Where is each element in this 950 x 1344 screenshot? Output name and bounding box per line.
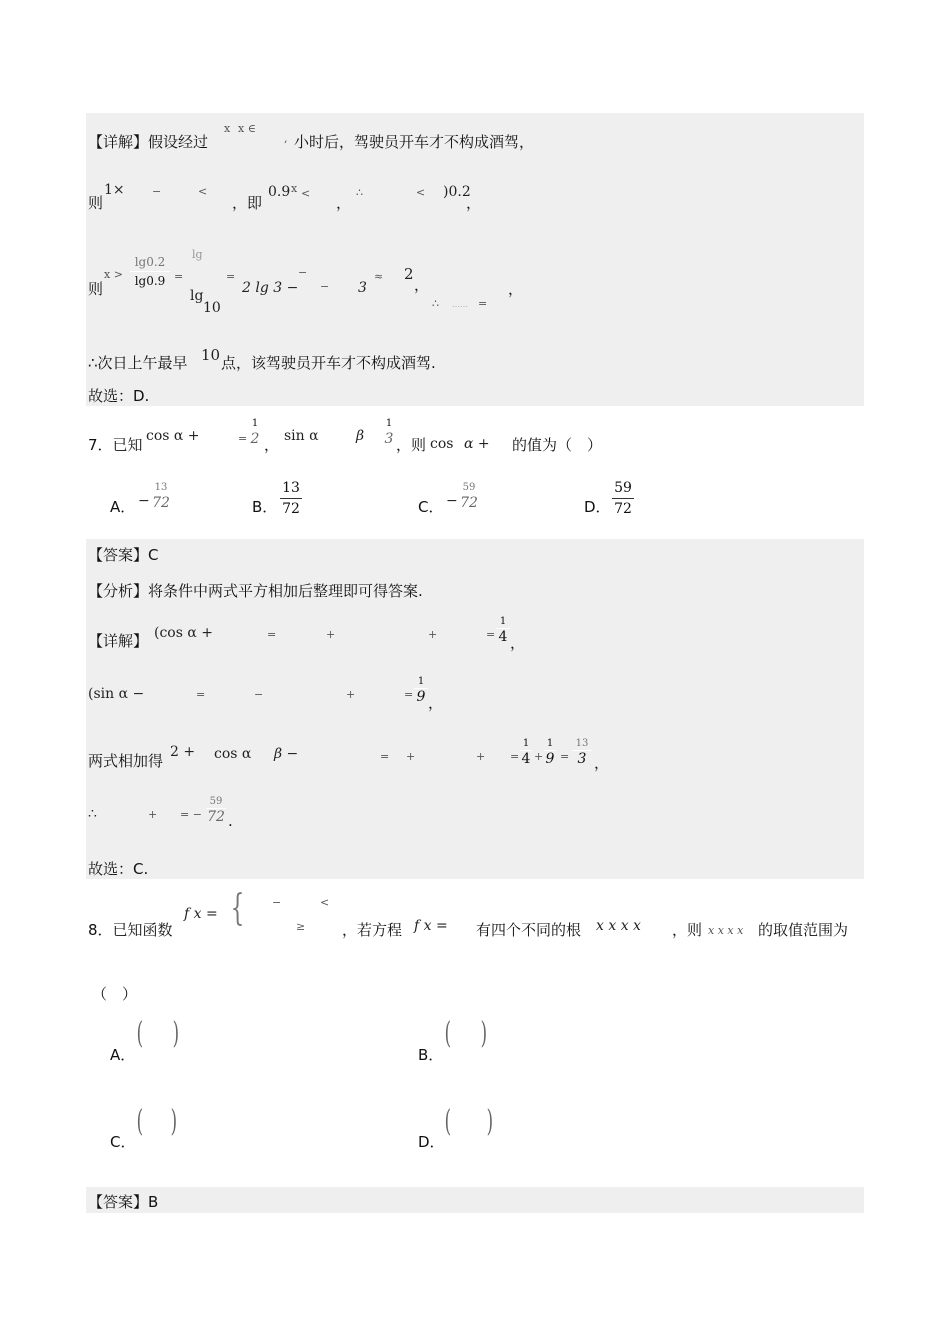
fraction-numerator: 1 xyxy=(385,418,393,429)
option-fraction xyxy=(612,480,634,517)
fraction-denominator: 9 xyxy=(545,751,555,767)
math-minus-b: − xyxy=(320,280,330,293)
option-left-paren: ( xyxy=(444,1016,452,1051)
q7-d3-fraction-1 xyxy=(520,734,532,767)
q7-stem-c: 的值为（ ） xyxy=(512,436,603,454)
math-eq-2: = xyxy=(226,270,236,283)
fraction-denominator: 72 xyxy=(282,501,300,517)
line-3-ze: 则 xyxy=(88,280,104,298)
fraction-denominator: 72 xyxy=(152,495,170,511)
fraction-denominator: 4 xyxy=(521,751,531,767)
q7-d3-end: ， xyxy=(594,754,610,772)
fraction-denominator: 72 xyxy=(614,501,632,517)
q8-case1-lt: < xyxy=(320,896,330,909)
fraction-denominator: 4 xyxy=(498,629,508,645)
option-left-paren: ( xyxy=(136,1104,144,1139)
q7-d2-minus: − xyxy=(254,688,264,701)
option-label: D． xyxy=(584,498,611,516)
q8-stem-a: 8．已知函数 xyxy=(88,921,173,939)
math-minus-a: − xyxy=(298,266,308,279)
line-3-comma-2: ， xyxy=(508,280,524,298)
math-lg-bottom: lg xyxy=(190,288,204,304)
q7-d2-eq: = xyxy=(196,688,206,701)
q7-math-cos-2: cos xyxy=(430,436,454,452)
q7-d1-eq: = xyxy=(267,628,277,641)
math-x-gt: x > xyxy=(104,268,123,281)
fraction-denominator: lg0.9 xyxy=(134,274,166,288)
q7-d3-plus-1: + xyxy=(406,750,416,763)
q8-case1-minus: − xyxy=(272,896,282,909)
math-lt-2: < xyxy=(301,187,311,200)
q8-math-product: x x x x xyxy=(708,924,744,937)
fraction-numerator: 1 xyxy=(546,738,554,749)
math-therefore: ∴ xyxy=(356,186,363,199)
math-0-9: 0.9 xyxy=(268,184,291,200)
q7-d4-end: . xyxy=(228,812,233,830)
option-label: B． xyxy=(418,1046,444,1064)
q7-detail-label: 【详解】 xyxy=(88,632,149,650)
fraction-denominator: 72 xyxy=(460,495,478,511)
math-lt-3: < xyxy=(416,186,426,199)
q7-d3-fraction-2 xyxy=(544,734,556,767)
fraction-numerator: 59 xyxy=(462,482,476,493)
math-exp-x: x xyxy=(291,182,298,195)
fraction-bar xyxy=(612,498,634,499)
math-2lg3: 2 lg 3 − xyxy=(242,280,299,296)
fraction-denominator: 9 xyxy=(416,689,426,705)
math-var-x: x xyxy=(224,122,231,135)
option-label: B． xyxy=(252,498,278,516)
math-eq-1: = xyxy=(174,270,184,283)
option-label: A． xyxy=(110,1046,136,1064)
q7-d3-eq-2: = xyxy=(510,750,520,763)
q7-d1-plus-2: + xyxy=(428,628,438,641)
q8-blank: （ ） xyxy=(92,985,138,1003)
option-label: A． xyxy=(110,498,136,516)
fraction-denominator: 3 xyxy=(577,751,587,767)
answer-block-q8 xyxy=(86,1187,864,1213)
q7-d3-eq-3: = xyxy=(560,750,570,763)
fraction-numerator: 13 xyxy=(154,482,168,493)
option-label: C． xyxy=(110,1133,136,1151)
option-sign: − xyxy=(446,493,458,509)
q7-math-sin: sin α xyxy=(284,428,319,444)
q7-d1-fraction xyxy=(496,612,510,645)
option-sign: − xyxy=(138,493,150,509)
q7-math-beta: β xyxy=(356,428,365,444)
fraction-numerator: 13 xyxy=(575,738,589,749)
q7-stem-a: 7．已知 xyxy=(88,436,143,454)
fraction-numerator: 59 xyxy=(614,480,632,496)
option-left-paren: ( xyxy=(444,1104,452,1139)
q7-d2-eq-2: = xyxy=(404,688,414,701)
option-left-paren: ( xyxy=(136,1016,144,1051)
q8-math-fx-2: f x = xyxy=(414,918,448,934)
q8-stem-e: 的取值范围为 xyxy=(758,921,849,939)
math-eq-3: = xyxy=(478,297,488,310)
q7-d4-fraction xyxy=(206,792,226,825)
math-1x: 1× xyxy=(104,182,125,198)
q7-d1-eq-2: = xyxy=(486,628,496,641)
q7-d3-m3: β − xyxy=(274,746,299,762)
line-2-ze: 则 xyxy=(88,194,104,212)
q7-d3-plus-2: + xyxy=(476,750,486,763)
final-choice-q6: 故选：D. xyxy=(88,387,150,405)
line-4-text-a: ∴次日上午最早 xyxy=(88,354,188,372)
fraction-numerator: 59 xyxy=(209,796,223,807)
math-minus: − xyxy=(152,185,162,198)
q8-stem-c: 有四个不同的根 xyxy=(476,921,582,939)
q7-d3-fraction-3 xyxy=(572,734,592,767)
line-2-ji: ，即 xyxy=(232,194,263,212)
line-4-text-b: 点，该驾驶员开车才不构成酒驾. xyxy=(221,354,436,372)
q8-math-fx: f x = xyxy=(184,906,218,922)
math-x-in: x ∈ xyxy=(238,122,256,135)
fraction-numerator: 1 xyxy=(251,418,259,429)
option-label: C． xyxy=(418,498,444,516)
line-3-comma-1: ， xyxy=(414,276,430,294)
math-three: 3 xyxy=(358,280,367,296)
q7-d3-plus-3: + xyxy=(534,750,544,763)
option-right-paren: ) xyxy=(172,1016,180,1051)
q7-math-cos: cos α + xyxy=(146,428,200,444)
q7-d4-therefore: ∴ xyxy=(88,806,97,822)
fraction-numerator: lg0.2 xyxy=(134,255,166,269)
q7-d3-eq: = xyxy=(380,750,390,763)
math-ten: 10 xyxy=(203,300,221,316)
q8-case2-ge: ≥ xyxy=(296,920,306,933)
q8-stem-d: ，则 xyxy=(672,921,703,939)
line-2-end: ， xyxy=(466,194,482,212)
fraction-lg-ratio xyxy=(130,255,170,288)
math-ten-oclock: 10 xyxy=(201,346,221,364)
option-label: D． xyxy=(418,1133,445,1151)
math-comma: , xyxy=(284,132,288,145)
q7-answer: 【答案】C xyxy=(88,546,159,564)
q7-d4-eq: = − xyxy=(180,808,202,821)
line-2-comma: ， xyxy=(336,194,352,212)
option-fraction xyxy=(458,478,480,511)
detail-line-1-suffix: 小时后，驾驶员开车才不构成酒驾， xyxy=(294,133,535,151)
q7-d1-math: (cos α + xyxy=(154,625,214,641)
fraction-numerator: 1 xyxy=(499,616,507,627)
q7-math-eq: = xyxy=(238,432,248,445)
q7-d3-m2: cos α xyxy=(214,746,252,762)
q8-math-roots: x x x x xyxy=(596,918,641,934)
q7-math-alpha-plus: α + xyxy=(464,436,490,452)
q7-d1-end: ， xyxy=(510,634,526,652)
q8-stem-b: ，若方程 xyxy=(342,921,403,939)
math-0-2: )0.2 xyxy=(443,184,471,200)
fraction-denominator: 2 xyxy=(250,431,260,447)
math-dots: …… xyxy=(452,300,468,309)
q7-d2-plus: + xyxy=(346,688,356,701)
q7-d3-label: 两式相加得 xyxy=(88,752,164,770)
q7-d1-plus-1: + xyxy=(326,628,336,641)
q7-d2-fraction xyxy=(414,672,428,705)
math-lt: < xyxy=(198,185,208,198)
option-fraction xyxy=(280,480,302,517)
q8-answer: 【答案】B xyxy=(88,1193,159,1211)
q7-d2-math: (sin α − xyxy=(88,686,145,702)
math-therefore-2: ∴ xyxy=(432,297,439,310)
q7-analysis: 【分析】将条件中两式平方相加后整理即可得答案. xyxy=(88,582,423,600)
q7-d4-plus: + xyxy=(148,808,158,821)
fraction-denominator: 72 xyxy=(207,809,225,825)
fraction-bar xyxy=(130,271,170,272)
q7-d3-m1: 2 + xyxy=(170,744,196,760)
option-right-paren: ) xyxy=(170,1104,178,1139)
option-right-paren: ) xyxy=(486,1104,494,1139)
fraction-numerator: 13 xyxy=(282,480,300,496)
fraction-numerator: 1 xyxy=(522,738,530,749)
detail-line-1-text: 【详解】假设经过 xyxy=(88,133,209,151)
option-fraction xyxy=(150,478,172,511)
option-right-paren: ) xyxy=(480,1016,488,1051)
math-two: 2 xyxy=(404,265,414,283)
math-lg-top: lg xyxy=(192,248,203,261)
q8-piecewise-brace: { xyxy=(230,888,245,929)
math-approx: ≈ xyxy=(374,270,384,283)
q7-stem-b: ，则 xyxy=(396,436,427,454)
fraction-bar xyxy=(280,498,302,499)
q7-d2-end: ， xyxy=(428,694,444,712)
fraction-numerator: 1 xyxy=(417,676,425,687)
q7-final-choice: 故选：C. xyxy=(88,860,149,878)
q7-fraction-third xyxy=(382,414,396,447)
q7-comma-1: ， xyxy=(264,436,280,454)
fraction-denominator: 3 xyxy=(384,431,394,447)
q7-fraction-half xyxy=(248,414,262,447)
